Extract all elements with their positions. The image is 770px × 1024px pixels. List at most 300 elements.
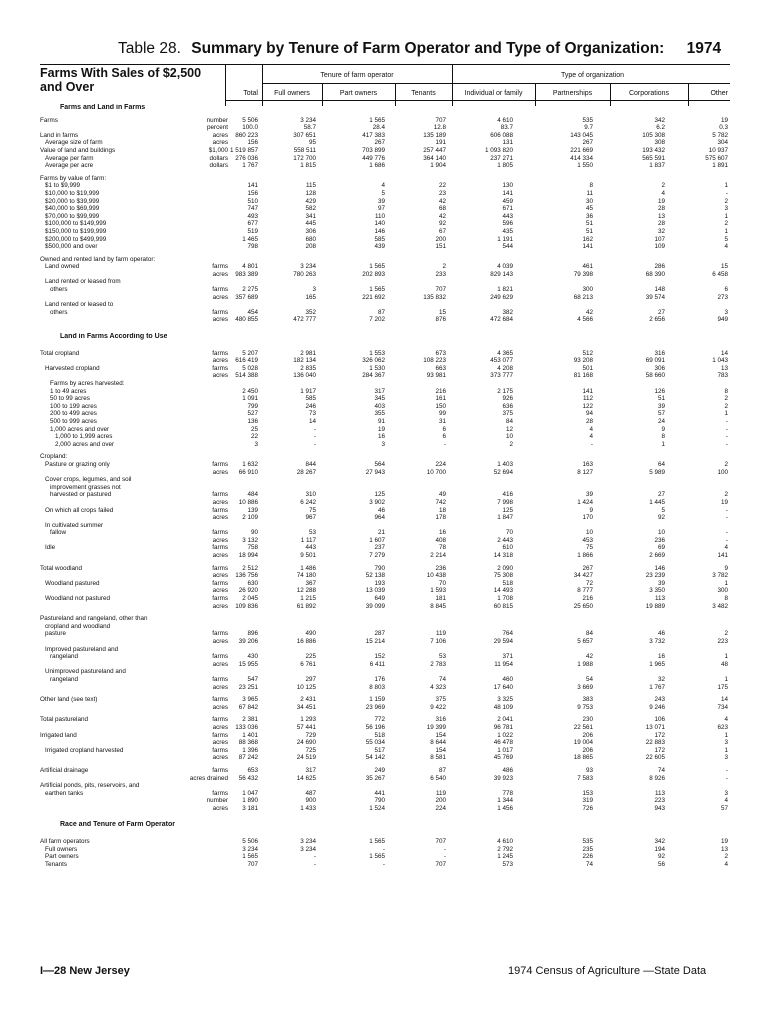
cell: 108 223 xyxy=(423,357,446,365)
cell: 6 761 xyxy=(300,660,316,668)
cell: 70 xyxy=(505,529,513,537)
cell: 8 xyxy=(589,182,593,190)
table-row xyxy=(40,724,730,732)
cell: 443 xyxy=(502,212,513,220)
column-rule xyxy=(395,83,396,106)
table-row xyxy=(40,365,730,373)
cell: - xyxy=(443,440,446,448)
row-label: Cover crops, legumes, and soil xyxy=(45,476,132,484)
row-gap xyxy=(40,829,730,838)
cell: - xyxy=(725,417,728,425)
row-label: Average size of farm xyxy=(45,139,103,147)
cell: 14 xyxy=(720,349,728,357)
table-row xyxy=(40,838,730,846)
row-unit: farms xyxy=(212,308,228,316)
cell: 68 213 xyxy=(573,293,593,301)
row-label: Farms xyxy=(40,116,58,124)
cell: - xyxy=(313,425,316,433)
cell: 172 xyxy=(654,746,665,754)
cell: 3 732 xyxy=(649,638,665,645)
cell: 10 886 xyxy=(238,498,258,506)
table-row xyxy=(40,704,730,712)
cell: 544 xyxy=(502,243,513,251)
cell: 81 168 xyxy=(573,372,593,380)
table-row xyxy=(40,418,730,426)
cell: 14 xyxy=(308,417,316,425)
cell: 202 893 xyxy=(362,270,385,278)
cell: 5 657 xyxy=(577,638,593,645)
table-row xyxy=(40,544,730,552)
cell: 459 xyxy=(502,197,513,205)
cell: 1 xyxy=(724,746,728,754)
cell: 844 xyxy=(305,460,316,468)
cell: 3 xyxy=(724,205,728,213)
column-rule xyxy=(535,83,536,106)
cell: - xyxy=(725,189,728,197)
cell: 115 xyxy=(305,182,316,190)
row-unit: acres xyxy=(212,468,228,476)
cell: 2 783 xyxy=(430,660,446,668)
cell: - xyxy=(313,433,316,441)
cell: 6.2 xyxy=(656,124,665,132)
cell: 518 xyxy=(374,731,385,739)
cell: 9 xyxy=(661,425,665,433)
cell: 178 xyxy=(435,514,446,522)
row-label: $20,000 to $39,999 xyxy=(45,197,100,205)
cell: 582 xyxy=(305,205,316,213)
cell: 472 777 xyxy=(293,316,316,324)
cell: 193 xyxy=(374,579,385,587)
cell: 96 781 xyxy=(493,723,513,731)
row-unit: acres xyxy=(212,552,228,560)
cell: 9 xyxy=(589,506,593,514)
section-heading xyxy=(40,821,730,829)
row-label: Harvested cropland xyxy=(45,364,100,372)
cell: 1 524 xyxy=(369,804,385,812)
row-label: 2,000 acres and over xyxy=(55,440,115,448)
table-row xyxy=(40,388,730,396)
cell: 221 692 xyxy=(362,293,385,301)
column-rule xyxy=(262,64,263,106)
row-unit: farms xyxy=(212,653,228,661)
row-unit: farms xyxy=(212,789,228,797)
cell: 1 553 xyxy=(369,349,385,357)
cell: 430 xyxy=(247,653,258,661)
cell: 1 565 xyxy=(369,263,385,271)
cell: 107 xyxy=(654,235,665,243)
table-row xyxy=(40,433,730,441)
cell: 15 xyxy=(720,263,728,271)
cell: 128 xyxy=(305,189,316,197)
cell: 501 xyxy=(582,364,593,372)
cell: 32 xyxy=(657,227,665,235)
cell: 649 xyxy=(374,595,385,603)
cell: 1 965 xyxy=(649,660,665,668)
cell: 367 xyxy=(305,579,316,587)
cell: 1 550 xyxy=(577,162,593,170)
cell: 790 xyxy=(374,564,385,572)
cell: 2 090 xyxy=(497,564,513,572)
cell: 1 445 xyxy=(649,498,665,506)
row-label: Full owners xyxy=(45,845,78,853)
table-row xyxy=(40,638,730,646)
table-row xyxy=(40,522,730,530)
cell: 22 xyxy=(250,433,258,441)
cell: 949 xyxy=(717,316,728,324)
cell: 5 207 xyxy=(242,349,258,357)
cell: 1 xyxy=(724,410,728,418)
row-label: $500,000 and over xyxy=(45,243,98,251)
table-row xyxy=(40,182,730,190)
column-heading-3: Tenants xyxy=(411,90,436,97)
cell: 1 xyxy=(724,182,728,190)
cell: 74 xyxy=(585,860,593,868)
cell: 671 xyxy=(502,205,513,213)
cell: 519 xyxy=(247,227,258,235)
section-heading xyxy=(40,333,730,341)
column-rule xyxy=(322,83,323,106)
cell: 926 xyxy=(502,395,513,403)
cell: 439 xyxy=(374,243,385,251)
row-unit: farms xyxy=(212,579,228,587)
cell: 100 xyxy=(717,468,728,476)
cell: 12 288 xyxy=(296,587,316,595)
cell: 51 xyxy=(585,227,593,235)
cell: 39 xyxy=(377,197,385,205)
cell: 3 xyxy=(254,440,258,448)
column-heading-1: Full owners xyxy=(274,90,310,97)
cell: 3 234 xyxy=(300,838,316,846)
cell: 490 xyxy=(305,630,316,638)
cell: 61 892 xyxy=(296,602,316,610)
cell: 69 xyxy=(657,544,665,552)
cell: - xyxy=(590,440,593,448)
cell: 58 660 xyxy=(645,372,665,380)
row-label: 50 to 99 acres xyxy=(50,395,90,403)
row-label: Farms by acres harvested: xyxy=(50,380,125,387)
cell: 623 xyxy=(717,723,728,731)
cell: 1 891 xyxy=(712,162,728,170)
table-row xyxy=(40,537,730,545)
cell: 237 271 xyxy=(490,154,513,162)
cell: 707 xyxy=(435,860,446,868)
cell: 200 xyxy=(435,235,446,243)
cell: 1 866 xyxy=(577,552,593,560)
cell: 56 xyxy=(657,860,665,868)
cell: 27 xyxy=(657,491,665,499)
table-row xyxy=(40,732,730,740)
cell: 19 xyxy=(720,498,728,506)
cell: 1 043 xyxy=(712,357,728,365)
cell: 680 xyxy=(305,235,316,243)
cell: 4 xyxy=(724,243,728,251)
cell: 208 xyxy=(305,243,316,251)
cell: 200 xyxy=(435,797,446,805)
row-label: rangeland xyxy=(50,653,79,661)
cell: 16 xyxy=(377,433,385,441)
row-label: Irrigated cropland harvested xyxy=(45,746,124,754)
table-row xyxy=(40,739,730,747)
cell: 1 837 xyxy=(649,162,665,170)
table-row xyxy=(40,155,730,163)
row-unit: acres xyxy=(212,804,228,812)
cell: 133 036 xyxy=(235,723,258,731)
row-label: Farms by value of farm: xyxy=(40,174,107,182)
cell: 484 xyxy=(247,491,258,499)
cell: 373 777 xyxy=(490,372,513,380)
table-body xyxy=(40,104,730,868)
cell: 57 xyxy=(657,410,665,418)
cell: 52 138 xyxy=(365,572,385,580)
cell: 39 574 xyxy=(645,293,665,301)
cell: 408 xyxy=(435,536,446,544)
cell: 135 189 xyxy=(423,131,446,139)
row-label: fallow xyxy=(50,529,67,537)
table-row xyxy=(40,139,730,147)
table-row xyxy=(40,853,730,861)
cell: 45 769 xyxy=(493,754,513,762)
cell: 67 xyxy=(438,227,446,235)
cell: 2 512 xyxy=(242,564,258,572)
row-label: Other land (see text) xyxy=(40,696,98,704)
table-row xyxy=(40,198,730,206)
cell: 23 969 xyxy=(365,703,385,711)
table-row xyxy=(40,603,730,611)
cell: 27 xyxy=(657,308,665,316)
cell: 443 xyxy=(305,544,316,552)
table-row xyxy=(40,372,730,380)
table-row xyxy=(40,301,730,309)
cell: 461 xyxy=(582,263,593,271)
cell: 2 214 xyxy=(430,552,446,560)
cell: 87 xyxy=(377,308,385,316)
cell: 74 xyxy=(657,766,665,774)
column-heading-6: Corporations xyxy=(628,90,670,97)
cell: 1 433 xyxy=(300,804,316,812)
cell: 19 xyxy=(720,838,728,846)
cell: 2 431 xyxy=(300,696,316,704)
cell: 1 565 xyxy=(242,853,258,861)
cell: 10 937 xyxy=(708,146,728,154)
cell: 4 xyxy=(724,716,728,724)
cell: 445 xyxy=(305,220,316,228)
table-row xyxy=(40,580,730,588)
cell: 453 077 xyxy=(490,357,513,365)
cell: 453 xyxy=(582,536,593,544)
row-label: Total woodland xyxy=(40,564,83,572)
row-label: Artificial ponds, pits, reservoirs, and xyxy=(40,782,140,790)
cell: 113 xyxy=(654,789,665,797)
row-unit: acres xyxy=(212,498,228,506)
cell: 3 xyxy=(312,286,316,294)
cell: 22 605 xyxy=(645,754,665,762)
table-row xyxy=(40,630,730,638)
cell: 23 251 xyxy=(238,683,258,691)
row-label: earthen tanks xyxy=(45,789,84,797)
cell: 900 xyxy=(305,797,316,805)
cell: 4 208 xyxy=(497,364,513,372)
row-label: Land in Farms According to Use xyxy=(60,333,168,341)
cell: 357 689 xyxy=(235,293,258,301)
cell: 90 xyxy=(250,529,258,537)
cell: 772 xyxy=(374,716,385,724)
cell: 12.8 xyxy=(433,124,446,132)
cell: 139 xyxy=(247,506,258,514)
cell: 16 886 xyxy=(296,638,316,645)
cell: 3 482 xyxy=(712,602,728,610)
cell: 46 478 xyxy=(493,739,513,747)
header-rule xyxy=(225,100,730,101)
cell: 57 441 xyxy=(296,723,316,731)
cell: 92 xyxy=(657,853,665,861)
cell: 416 xyxy=(502,491,513,499)
cell: 514 388 xyxy=(235,372,258,380)
cell: 2 xyxy=(724,197,728,205)
cell: 88 368 xyxy=(238,739,258,747)
row-unit: acres xyxy=(212,660,228,668)
cell: 109 xyxy=(654,243,665,251)
cell: 92 xyxy=(657,514,665,522)
group-heading-organization: Type of organization xyxy=(560,72,625,79)
cell: 375 xyxy=(502,410,513,418)
table-row xyxy=(40,684,730,692)
section-heading xyxy=(40,104,730,112)
cell: 4 xyxy=(724,860,728,868)
cell: 14 625 xyxy=(296,774,316,782)
cell: 342 xyxy=(654,838,665,846)
row-label: Cropland: xyxy=(40,453,68,461)
cell: 860 223 xyxy=(235,131,258,139)
cell: 19 004 xyxy=(573,739,593,747)
cell: 896 xyxy=(247,630,258,638)
cell: 75 308 xyxy=(493,572,513,580)
cell: 22 561 xyxy=(573,723,593,731)
cell: 8 777 xyxy=(577,587,593,595)
table-row xyxy=(40,747,730,755)
table-row xyxy=(40,676,730,684)
cell: 249 xyxy=(374,766,385,774)
cell: 46 xyxy=(657,630,665,638)
row-gap xyxy=(40,341,730,350)
cell: - xyxy=(313,860,316,868)
row-unit: farms xyxy=(212,460,228,468)
cell: - xyxy=(313,440,316,448)
row-unit: acres xyxy=(212,372,228,380)
table-year: 1974 xyxy=(686,40,722,57)
cell: 91 xyxy=(377,417,385,425)
row-label: 100 to 199 acres xyxy=(50,402,97,410)
row-unit: acres xyxy=(212,723,228,731)
row-label: All farm operators xyxy=(40,838,90,846)
cell: 596 xyxy=(502,220,513,228)
table-row xyxy=(40,220,730,228)
cell: 56 196 xyxy=(365,723,385,731)
cell: 224 xyxy=(435,804,446,812)
cell: 75 xyxy=(308,506,316,514)
cell: 342 xyxy=(654,116,665,124)
cell: 2 443 xyxy=(497,536,513,544)
cell: 14 xyxy=(720,696,728,704)
cell: 15 955 xyxy=(238,660,258,668)
cell: 3 234 xyxy=(300,116,316,124)
cell: 1 401 xyxy=(242,731,258,739)
cell: 575 607 xyxy=(705,154,728,162)
row-unit: acres xyxy=(212,514,228,522)
cell: 36 xyxy=(585,212,593,220)
cell: 141 xyxy=(717,552,728,560)
cell: - xyxy=(725,514,728,522)
row-unit: farms xyxy=(212,349,228,357)
column-heading-4: Individual or family xyxy=(464,90,523,97)
table-row xyxy=(40,587,730,595)
row-unit: farms xyxy=(212,716,228,724)
table-row xyxy=(40,426,730,434)
cell: 3 xyxy=(724,789,728,797)
cell: 74 xyxy=(438,675,446,683)
row-unit: acres xyxy=(212,683,228,691)
cell: 46 xyxy=(377,506,385,514)
cell: 703 899 xyxy=(362,146,385,154)
cell: 146 xyxy=(654,564,665,572)
cell: 4 566 xyxy=(577,316,593,324)
cell: 97 xyxy=(377,205,385,213)
table-row xyxy=(40,380,730,388)
table-row xyxy=(40,476,730,484)
row-label: Irrigated land xyxy=(40,731,77,739)
cell: 172 xyxy=(654,731,665,739)
row-label: Unimproved pastureland and xyxy=(45,668,126,676)
cell: 8 644 xyxy=(430,739,446,747)
cell: 64 xyxy=(657,460,665,468)
cell: 585 xyxy=(305,395,316,403)
table-row xyxy=(40,132,730,140)
table-row xyxy=(40,350,730,358)
cell: 12 xyxy=(505,425,513,433)
cell: 28 xyxy=(657,205,665,213)
cell: 8 xyxy=(724,387,728,395)
cell: 798 xyxy=(247,243,258,251)
cell: 24 xyxy=(657,417,665,425)
row-unit: acres xyxy=(212,754,228,762)
cell: 14 318 xyxy=(493,552,513,560)
cell: 161 xyxy=(435,395,446,403)
cell: 11 954 xyxy=(494,660,513,668)
cell: 435 xyxy=(502,227,513,235)
table-row xyxy=(40,213,730,221)
cell: 317 xyxy=(374,387,385,395)
cell: 799 xyxy=(247,402,258,410)
cell: 19 xyxy=(377,425,385,433)
cell: 6 xyxy=(442,433,446,441)
cell: 2 669 xyxy=(649,552,665,560)
row-label: Woodland not pastured xyxy=(45,595,110,603)
row-unit: number xyxy=(206,116,228,124)
cell: 93 208 xyxy=(573,357,593,365)
cell: 122 xyxy=(582,402,593,410)
cell: 310 xyxy=(305,491,316,499)
row-unit: acres xyxy=(212,536,228,544)
table-row xyxy=(40,162,730,170)
cell: 764 xyxy=(502,630,513,638)
table-title xyxy=(118,40,721,58)
table-row xyxy=(40,461,730,469)
cell: 2 045 xyxy=(242,595,258,603)
cell: 14 493 xyxy=(493,587,513,595)
cell: 69 091 xyxy=(645,357,665,365)
table-row xyxy=(40,256,730,264)
cell: 2 xyxy=(724,460,728,468)
row-unit: dollars xyxy=(209,154,228,162)
